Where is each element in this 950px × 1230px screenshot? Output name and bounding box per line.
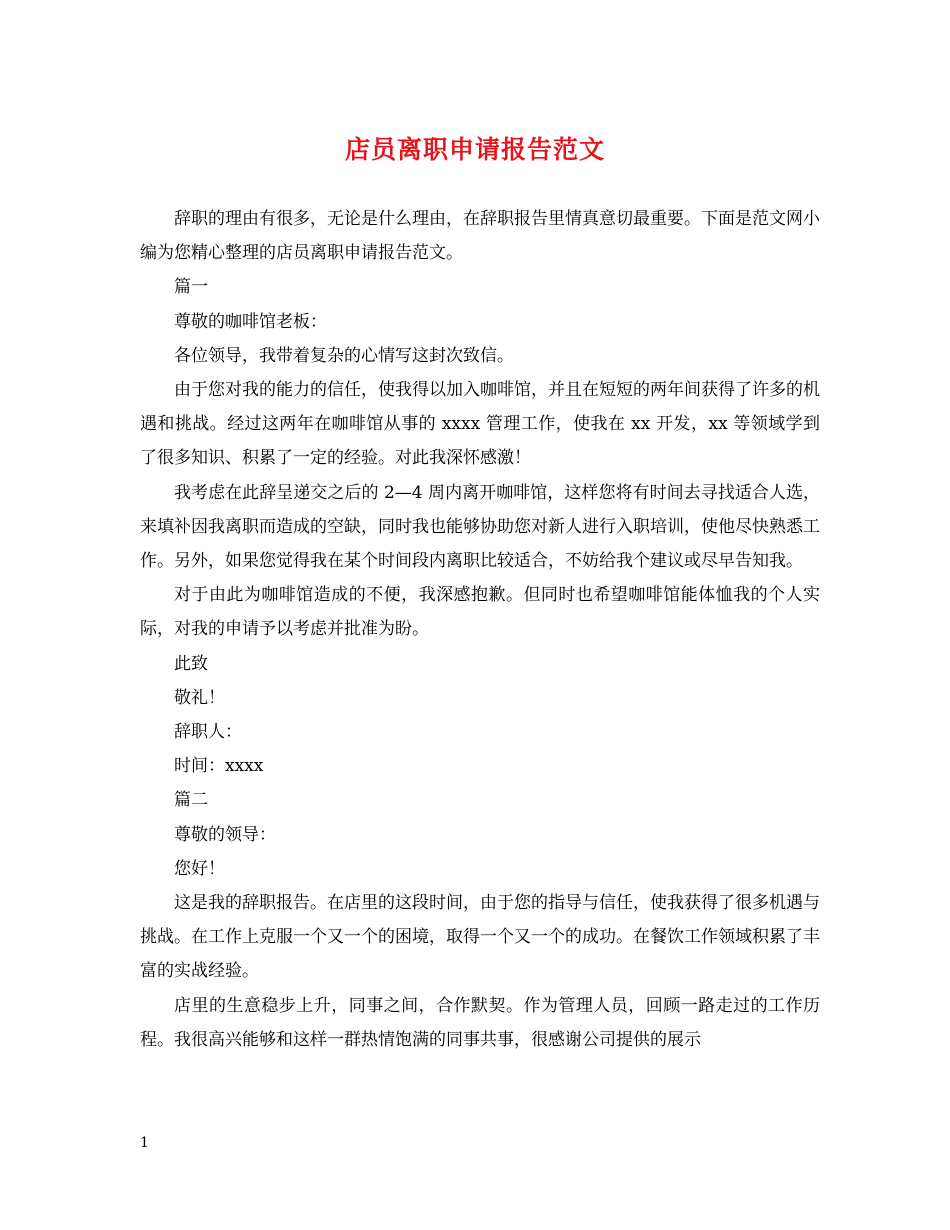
paragraph: 店里的生意稳步上升，同事之间，合作默契。作为管理人员，回顾一路走过的工作历程。我很高兴能够和这样一群热情饱满的同事共事，很感谢公司提供的展示 <box>140 995 820 1050</box>
paragraph-date: 时间：xxxx <box>174 756 264 777</box>
document-title: 店员离职申请报告范文 <box>344 135 605 164</box>
paragraph-signature: 辞职人： <box>174 722 242 743</box>
paragraph-section-two-heading: 篇二 <box>174 790 208 811</box>
paragraph: 由于您对我的能力的信任，使我得以加入咖啡馆，并且在短短的两年间获得了许多的机遇和挑战。经过这两年在咖啡馆从事的 xxxx 管理工作，使我在 xx 开发，xx 等领域学到了很多知识、积累了一定的经验。对此我深怀感激！ <box>140 380 820 469</box>
paragraph-salutation-one: 尊敬的咖啡馆老板： <box>174 311 327 332</box>
paragraph: 各位领导，我带着复杂的心情写这封次致信。 <box>174 345 514 366</box>
paragraph-salutation-two: 尊敬的领导： <box>174 824 276 845</box>
paragraph-closing: 此致 <box>174 653 208 674</box>
document-body <box>140 202 820 1057</box>
paragraph: 我考虑在此辞呈递交之后的 2—4 周内离开咖啡馆，这样您将有时间去寻找适合人选，来填补因我离职而造成的空缺，同时我也能够协助您对新人进行入职培训，使他尽快熟悉工作。另外，如果您觉得我在某个时间段内离职比较适合，不妨给我个建议或尽早告知我。 <box>140 482 820 572</box>
page-number: 1 <box>140 1135 149 1151</box>
paragraph-section-one-heading: 篇一 <box>174 277 208 298</box>
paragraph: 这是我的辞职报告。在店里的这段时间，由于您的指导与信任，使我获得了很多机遇与挑战。在工作上克服一个又一个的困境，取得一个又一个的成功。在餐饮工作领域积累了丰富的实战经验。 <box>140 893 820 982</box>
paragraph-greeting: 您好！ <box>174 858 225 879</box>
paragraph: 对于由此为咖啡馆造成的不便，我深感抱歉。但同时也希望咖啡馆能体恤我的个人实际，对我的申请予以考虑并批准为盼。 <box>140 585 820 640</box>
paragraph-intro: 辞职的理由有很多，无论是什么理由，在辞职报告里情真意切最重要。下面是范文网小编为您精心整理的店员离职申请报告范文。 <box>140 209 820 264</box>
paragraph-regards: 敬礼！ <box>174 687 225 708</box>
